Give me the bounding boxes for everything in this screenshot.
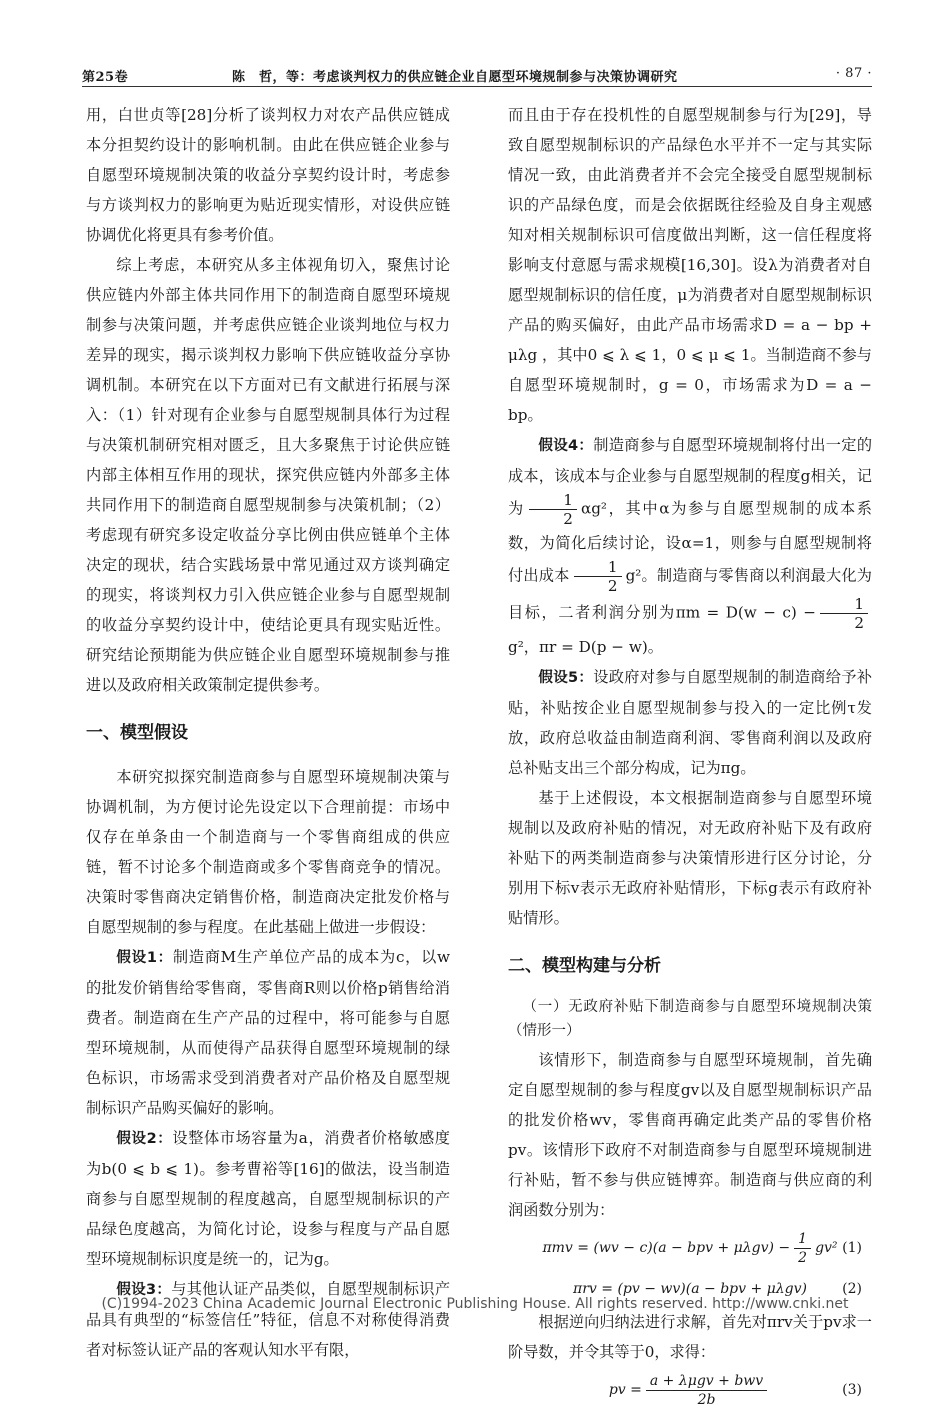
hypothesis-label: 假设2： [116, 1131, 173, 1147]
page-number: · 87 · [835, 66, 872, 81]
paragraph: 而且由于存在投机性的自愿型规制参与行为[29]，导致自愿型规制标识的产品绿色水平并不一定与其实际情况一致，由此消费者并不会完全接受自愿型规制标识的产品绿色度，而是会依据既往经验及自身主观感知对相关规制标识可信度做出判断，这一信任程度将影响支付意愿与需求规模[16,30]。设λ为消费者对自愿型规制标识的信任度，μ为消费者对自愿型规制标识产品的购买偏好，由此产品市场需求D = a − bp + μλg ，其中0 ⩽ λ ⩽ 1，0 ⩽ μ ⩽ 1。当制造商不参与自愿型环境规制时，g = 0，市场需求为D = a − bp。 [508, 106, 872, 424]
paragraph: 基于上述假设，本文根据制造商参与自愿型环境规制以及政府补贴的情况，对无政府补贴下及有政府补贴下的两类制造商参与决策情形进行区分讨论，分别用下标v表示无政府补贴情形，下标g表示有政府补贴情形。 [508, 789, 872, 927]
paragraph: 综上考虑，本研究从多主体视角切入，聚焦讨论供应链内外部主体共同作用下的制造商自愿型环境规制参与决策问题，并考虑供应链企业谈判地位与权力差异的现实，揭示谈判权力影响下供应链收益分享协调机制。本研究在以下方面对已有文献进行拓展与深入：（1）针对现有企业参与自愿型规制具体行为过程与决策机制研究相对匮乏，且大多聚焦于讨论供应链内部主体相互作用的现状，探究供应链内外部多主体共同作用下的制造商自愿型规制参与决策机制；（2）考虑现有研究多设定收益分享比例由供应链单个主体决定的现状，结合实践场景中常见通过双方谈判确定的现实，将谈判权力引入供应链企业参与自愿型规制的收益分享契约设计中，使结论更具有现实贴近性。研究结论预期能为供应链企业自愿型环境规制参与推进以及政府相关政策制定提供参考。 [86, 256, 450, 694]
hypothesis-label: 假设5： [538, 670, 594, 686]
equation-3: pv = $\frac{\text{a + λμgv + bwv}}{2b}$ (3) [608, 1372, 862, 1408]
section-heading: 一、模型假设 [86, 723, 188, 743]
equation-2: πrv = (pv − wv)(a − bpv + μλgv) (2) [508, 1271, 872, 1307]
paragraph: 本研究拟探究制造商参与自愿型环境规制决策与协调机制，为方便讨论先设定以下合理前提：市场中仅存在单条由一个制造商与一个零售商组成的供应链，暂不讨论多个制造商或多个零售商竞争的情况。决策时零售商决定销售价格，制造商决定批发价格与自愿型规制的参与程度。在此基础上做进一步假设： [86, 768, 450, 936]
running-title: 陈 哲，等：考虑谈判权力的供应链企业自愿型环境规制参与决策协调研究 [232, 70, 678, 85]
copyright-footer: (C)1994-2023 China Academic Journal Electronic Publishing House. All rights reserved. http://www.cnki.net [101, 1296, 849, 1312]
hypothesis-3 [86, 1274, 450, 1365]
hypothesis-label: 假设4： [538, 438, 594, 454]
hypothesis-1 [86, 942, 450, 1123]
hypothesis-4 [508, 430, 872, 662]
paragraph: 用，白世贞等[28]分析了谈判权力对农产品供应链成本分担契约设计的影响机制。由此在供应链企业参与自愿型环境规制决策的收益分享契约设计时，考虑参与方谈判权力的影响更为贴近现实情形，对设供应链协调优化将更具有参考价值。 [86, 106, 450, 244]
paragraph: 根据逆向归纳法进行求解，首先对πrv关于pv求一阶导数，并令其等于0，求得： [508, 1313, 872, 1361]
hypothesis-2 [86, 1123, 450, 1274]
hypothesis-5 [508, 662, 872, 783]
equation-number: (3) [842, 1382, 862, 1398]
subsection-heading: （一）无政府补贴下制造商参与自愿型环境规制决策（情形一） [508, 999, 872, 1039]
fraction-half: $\frac{1}{2}$ [574, 558, 622, 595]
hypothesis-text: 设政府对参与自愿型规制的制造商给予补贴，补贴按企业自愿型规制参与投入的一定比例τ发放，政府总收益由制造商利润、零售商利润以及政府总补贴支出三个部分构成，记为πg。 [508, 668, 873, 777]
fraction-half: $\frac{1}{2}$ [820, 595, 868, 632]
equation-number: (2) [842, 1281, 862, 1297]
hypothesis-text: g²。制造商与零售商以利润最大化为目标，二者利润分别为πm = D(w − c) − [508, 566, 872, 622]
volume-label: 第25卷 [82, 70, 129, 85]
right-column [508, 100, 872, 1413]
hypothesis-text: 制造商参与自愿型环境规制将付出一定的成本，该成本与企业参与自愿型规制的程度g相关，记为 [508, 436, 873, 518]
hypothesis-text: g²，πr = D(p − w)。 [508, 638, 663, 656]
section-heading: 二、模型构建与分析 [508, 956, 661, 976]
running-header [82, 62, 872, 88]
equation-1: πmv = (wv − c)(a − bpv + μλgv) − $\frac{1}{2}$ gv² (1) [542, 1230, 862, 1266]
hypothesis-text: 设整体市场容量为a，消费者价格敏感度为b(0 ⩽ b ⩽ 1)。参考曹裕等[16]的做法，设当制造商参与自愿型规制的程度越高，自愿型规制标识的产品绿色度越高，为简化讨论，设参与程度与产品自愿型环境规制标识度是统一的，记为g。 [86, 1129, 450, 1268]
equation-number: (1) [842, 1240, 862, 1256]
fraction-half: $\frac{1}{2}$ [794, 1230, 811, 1267]
hypothesis-text: 与其他认证产品类似，自愿型规制标识产品具有典型的“标签信任”特征，信息不对称使得消费者对标签认证产品的客观认知水平有限， [86, 1280, 451, 1359]
hypothesis-label: 假设1： [116, 950, 173, 966]
hypothesis-label: 假设3： [116, 1282, 172, 1298]
hypothesis-text: 制造商M生产单位产品的成本为c，以w的批发价销售给零售商，零售商R则以价格p销售给消费者。制造商在生产产品的过程中，将可能参与自愿型环境规制，从而使得产品获得自愿型环境规制的绿色标识，市场需求受到消费者对产品价格及自愿型规制标识产品购买偏好的影响。 [86, 948, 451, 1117]
hypothesis-text: αg²，其中α为参与自愿型规制的成本系数，为简化后续讨论，设α=1，则参与自愿型规制将付出成本 [508, 499, 872, 585]
fraction: $\frac{\text{a + λμgv + bwv}}{2b}$ [646, 1372, 767, 1409]
paragraph: 该情形下，制造商参与自愿型环境规制，首先确定自愿型规制的参与程度gv以及自愿型规制标识产品的批发价格wv，零售商再确定此类产品的零售价格pv。该情形下政府不对制造商参与自愿型环境规制进行补贴，暂不参与供应链博弈。制造商与供应商的利润函数分别为： [508, 1051, 872, 1219]
header-divider [82, 86, 872, 87]
left-column [86, 100, 450, 1365]
fraction-half: $\frac{1}{2}$ [529, 491, 577, 528]
